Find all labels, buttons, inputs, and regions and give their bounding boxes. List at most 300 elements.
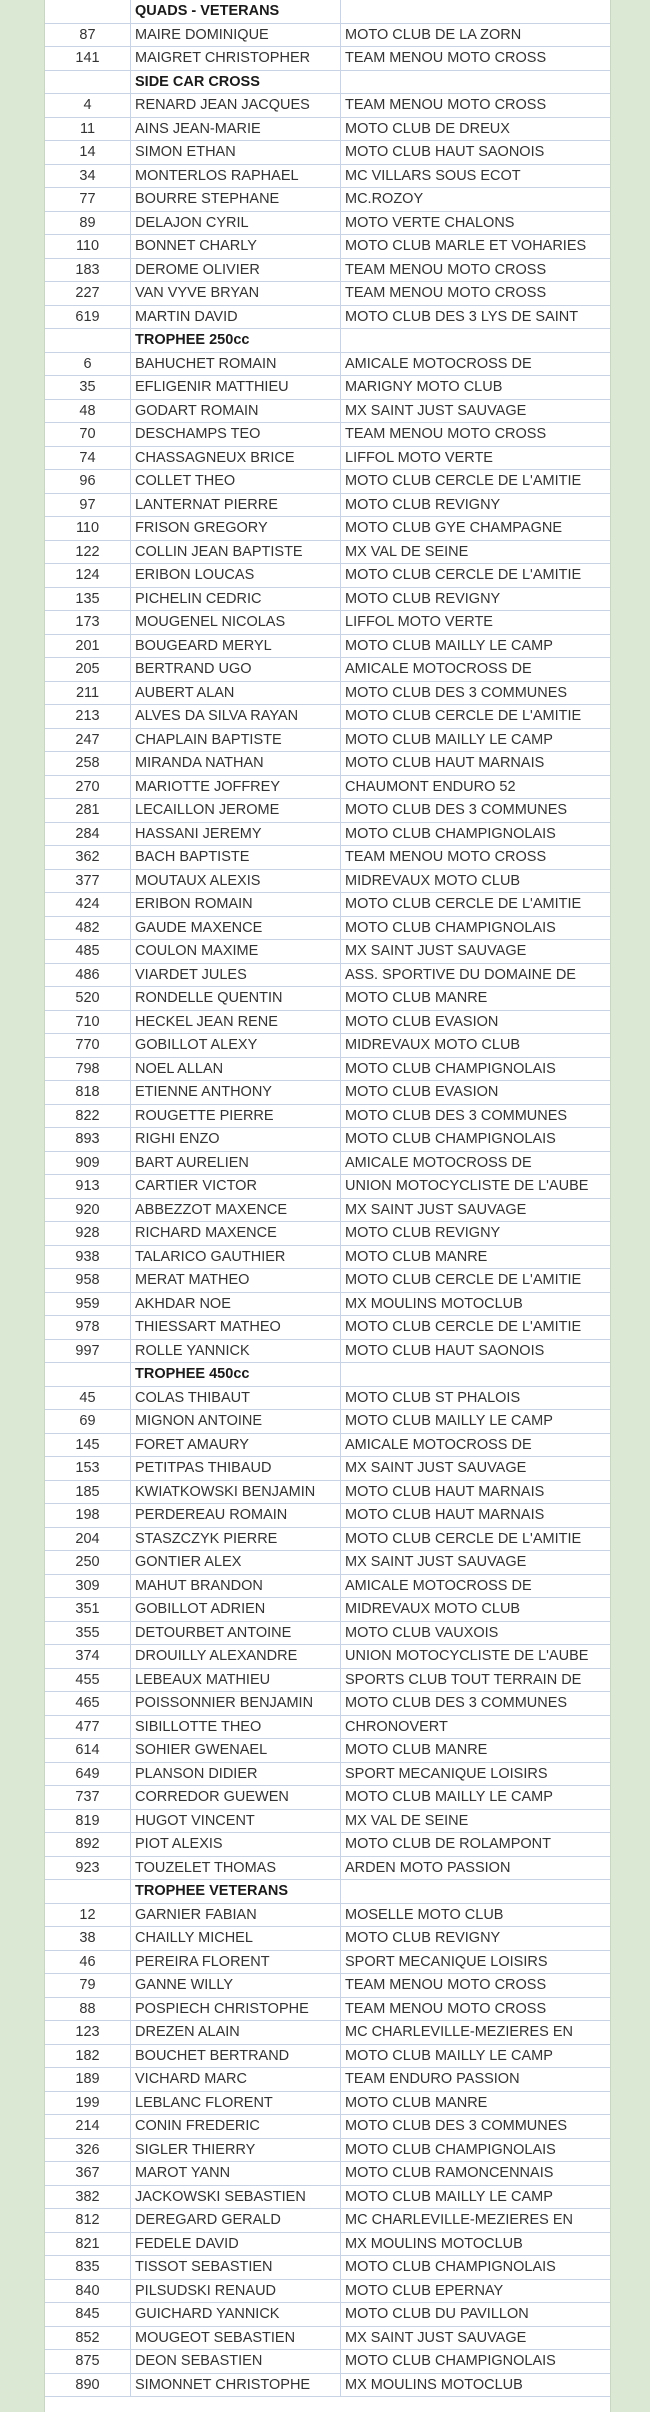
rider-number: 978 xyxy=(45,1316,131,1340)
rider-club: MOTO CLUB MAILLY LE CAMP xyxy=(341,1410,611,1434)
rider-name: RICHARD MAXENCE xyxy=(131,1222,341,1246)
rider-club: MX SAINT JUST SAUVAGE xyxy=(341,1551,611,1575)
rider-name: CARTIER VICTOR xyxy=(131,1175,341,1199)
table-row xyxy=(45,2256,610,2280)
table-row xyxy=(45,2185,610,2209)
rider-name: PLANSON DIDIER xyxy=(131,1762,341,1786)
rider-name: PEREIRA FLORENT xyxy=(131,1950,341,1974)
rider-club: TEAM MENOU MOTO CROSS xyxy=(341,423,611,447)
rider-name: LEBLANC FLORENT xyxy=(131,2091,341,2115)
rider-name: PERDEREAU ROMAIN xyxy=(131,1504,341,1528)
rider-number: 367 xyxy=(45,2162,131,2186)
rider-club: MIDREVAUX MOTO CLUB xyxy=(341,1034,611,1058)
rider-number: 204 xyxy=(45,1527,131,1551)
rider-name: ERIBON LOUCAS xyxy=(131,564,341,588)
section-club-cell xyxy=(341,329,611,353)
rider-club: LIFFOL MOTO VERTE xyxy=(341,611,611,635)
rider-number: 923 xyxy=(45,1856,131,1880)
rider-number: 892 xyxy=(45,1833,131,1857)
rider-club: MOTO CLUB DES 3 COMMUNES xyxy=(341,1104,611,1128)
rider-club: ARDEN MOTO PASSION xyxy=(341,1856,611,1880)
rider-number: 96 xyxy=(45,470,131,494)
table-row xyxy=(45,799,610,823)
rider-number: 309 xyxy=(45,1574,131,1598)
table-row xyxy=(45,352,610,376)
table-row xyxy=(45,141,610,165)
table-row xyxy=(45,1974,610,1998)
rider-name: NOEL ALLAN xyxy=(131,1057,341,1081)
section-number-cell xyxy=(45,70,131,94)
section-club-cell xyxy=(341,1880,611,1904)
rider-club: AMICALE MOTOCROSS DE xyxy=(341,1151,611,1175)
rider-name: EFLIGENIR MATTHIEU xyxy=(131,376,341,400)
table-row xyxy=(45,211,610,235)
rider-name: DEREGARD GERALD xyxy=(131,2209,341,2233)
rider-number: 79 xyxy=(45,1974,131,1998)
rider-club: ASS. SPORTIVE DU DOMAINE DE xyxy=(341,963,611,987)
table-row xyxy=(45,188,610,212)
rider-name: VAN VYVE BRYAN xyxy=(131,282,341,306)
table-row xyxy=(45,1551,610,1575)
table-row xyxy=(45,540,610,564)
rider-club: TEAM MENOU MOTO CROSS xyxy=(341,1997,611,2021)
rider-number: 153 xyxy=(45,1457,131,1481)
section-header-row xyxy=(45,1363,610,1387)
rider-number: 737 xyxy=(45,1786,131,1810)
table-row xyxy=(45,1480,610,1504)
rider-name: MIRANDA NATHAN xyxy=(131,752,341,776)
rider-name: HUGOT VINCENT xyxy=(131,1809,341,1833)
rider-club: MOTO CLUB MAILLY LE CAMP xyxy=(341,2044,611,2068)
section-header-row xyxy=(45,70,610,94)
rider-club: MOTO CLUB MAILLY LE CAMP xyxy=(341,2185,611,2209)
rider-club: MOTO CLUB MAILLY LE CAMP xyxy=(341,728,611,752)
rider-name: ETIENNE ANTHONY xyxy=(131,1081,341,1105)
table-row xyxy=(45,1433,610,1457)
rider-number: 183 xyxy=(45,258,131,282)
rider-number: 173 xyxy=(45,611,131,635)
section-title: QUADS - VETERANS xyxy=(131,0,341,23)
table-row xyxy=(45,587,610,611)
rider-number: 909 xyxy=(45,1151,131,1175)
rider-club: MOTO CLUB GYE CHAMPAGNE xyxy=(341,517,611,541)
table-row xyxy=(45,869,610,893)
rider-number: 928 xyxy=(45,1222,131,1246)
table-row xyxy=(45,399,610,423)
rider-number: 649 xyxy=(45,1762,131,1786)
rider-name: HASSANI JEREMY xyxy=(131,822,341,846)
table-row xyxy=(45,2021,610,2045)
rider-number: 710 xyxy=(45,1010,131,1034)
rider-club: MOTO CLUB CHAMPIGNOLAIS xyxy=(341,1128,611,1152)
rider-number: 281 xyxy=(45,799,131,823)
rider-number: 798 xyxy=(45,1057,131,1081)
rider-number: 382 xyxy=(45,2185,131,2209)
section-number-cell xyxy=(45,1363,131,1387)
rider-number: 45 xyxy=(45,1386,131,1410)
rider-club: MOTO CLUB EVASION xyxy=(341,1081,611,1105)
rider-number: 48 xyxy=(45,399,131,423)
rider-club: MOTO CLUB REVIGNY xyxy=(341,493,611,517)
rider-number: 199 xyxy=(45,2091,131,2115)
rider-number: 11 xyxy=(45,117,131,141)
rider-club: MOTO CLUB MANRE xyxy=(341,987,611,1011)
table-row xyxy=(45,1339,610,1363)
rider-club: MOTO CLUB MAILLY LE CAMP xyxy=(341,634,611,658)
rider-number: 997 xyxy=(45,1339,131,1363)
rider-number: 893 xyxy=(45,1128,131,1152)
section-title: TROPHEE 250cc xyxy=(131,329,341,353)
rider-club: MOTO CLUB ST PHALOIS xyxy=(341,1386,611,1410)
rider-number: 465 xyxy=(45,1692,131,1716)
rider-club: MIDREVAUX MOTO CLUB xyxy=(341,869,611,893)
table-row xyxy=(45,94,610,118)
rider-club: MOTO CLUB VAUXOIS xyxy=(341,1621,611,1645)
rider-name: SIBILLOTTE THEO xyxy=(131,1715,341,1739)
rider-club: MOTO CLUB HAUT MARNAIS xyxy=(341,1504,611,1528)
table-row xyxy=(45,164,610,188)
rider-number: 247 xyxy=(45,728,131,752)
rider-name: BOUCHET BERTRAND xyxy=(131,2044,341,2068)
rider-name: KWIATKOWSKI BENJAMIN xyxy=(131,1480,341,1504)
rider-club: CHAUMONT ENDURO 52 xyxy=(341,775,611,799)
rider-club: TEAM MENOU MOTO CROSS xyxy=(341,846,611,870)
rider-club: SPORT MECANIQUE LOISIRS xyxy=(341,1950,611,1974)
rider-number: 213 xyxy=(45,705,131,729)
rider-name: POSPIECH CHRISTOPHE xyxy=(131,1997,341,2021)
table-row xyxy=(45,1104,610,1128)
table-row xyxy=(45,1457,610,1481)
rider-number: 87 xyxy=(45,23,131,47)
rider-number: 74 xyxy=(45,446,131,470)
rider-name: MARIOTTE JOFFREY xyxy=(131,775,341,799)
rider-name: GOBILLOT ADRIEN xyxy=(131,1598,341,1622)
rider-name: GONTIER ALEX xyxy=(131,1551,341,1575)
table-row xyxy=(45,916,610,940)
table-row xyxy=(45,2115,610,2139)
rider-number: 6 xyxy=(45,352,131,376)
table-row xyxy=(45,2279,610,2303)
rider-club: MOTO CLUB CHAMPIGNOLAIS xyxy=(341,822,611,846)
rider-club: MOTO CLUB MANRE xyxy=(341,2091,611,2115)
rider-name: MONTERLOS RAPHAEL xyxy=(131,164,341,188)
rider-name: BACH BAPTISTE xyxy=(131,846,341,870)
rider-name: CORREDOR GUEWEN xyxy=(131,1786,341,1810)
rider-name: PETITPAS THIBAUD xyxy=(131,1457,341,1481)
table-row xyxy=(45,752,610,776)
rider-name: DELAJON CYRIL xyxy=(131,211,341,235)
rider-club: MX SAINT JUST SAUVAGE xyxy=(341,1457,611,1481)
table-row xyxy=(45,305,610,329)
table-row xyxy=(45,775,610,799)
table-row xyxy=(45,1739,610,1763)
table-row xyxy=(45,846,610,870)
rider-name: DETOURBET ANTOINE xyxy=(131,1621,341,1645)
rider-number: 485 xyxy=(45,940,131,964)
rider-number: 477 xyxy=(45,1715,131,1739)
table-row xyxy=(45,1198,610,1222)
table-row xyxy=(45,1645,610,1669)
rider-name: VICHARD MARC xyxy=(131,2068,341,2092)
rider-club: MC.ROZOY xyxy=(341,188,611,212)
rider-number: 69 xyxy=(45,1410,131,1434)
rider-name: MIGNON ANTOINE xyxy=(131,1410,341,1434)
rider-number: 46 xyxy=(45,1950,131,1974)
rider-number: 284 xyxy=(45,822,131,846)
rider-name: HECKEL JEAN RENE xyxy=(131,1010,341,1034)
rider-club: TEAM MENOU MOTO CROSS xyxy=(341,47,611,71)
rider-name: TISSOT SEBASTIEN xyxy=(131,2256,341,2280)
rider-name: CHAILLY MICHEL xyxy=(131,1927,341,1951)
table-row xyxy=(45,282,610,306)
rider-name: PILSUDSKI RENAUD xyxy=(131,2279,341,2303)
rider-name: DEON SEBASTIEN xyxy=(131,2350,341,2374)
rider-number: 38 xyxy=(45,1927,131,1951)
rider-number: 182 xyxy=(45,2044,131,2068)
rider-number: 362 xyxy=(45,846,131,870)
table-row xyxy=(45,1034,610,1058)
rider-name: GOBILLOT ALEXY xyxy=(131,1034,341,1058)
rider-number: 852 xyxy=(45,2326,131,2350)
table-row xyxy=(45,564,610,588)
rider-name: AKHDAR NOE xyxy=(131,1292,341,1316)
rider-number: 351 xyxy=(45,1598,131,1622)
rider-name: CHASSAGNEUX BRICE xyxy=(131,446,341,470)
rider-name: CHAPLAIN BAPTISTE xyxy=(131,728,341,752)
rider-club: AMICALE MOTOCROSS DE xyxy=(341,1574,611,1598)
rider-name: BERTRAND UGO xyxy=(131,658,341,682)
rider-name: BONNET CHARLY xyxy=(131,235,341,259)
rider-name: GUICHARD YANNICK xyxy=(131,2303,341,2327)
rider-name: DREZEN ALAIN xyxy=(131,2021,341,2045)
rider-name: TOUZELET THOMAS xyxy=(131,1856,341,1880)
rider-name: MOUGENEL NICOLAS xyxy=(131,611,341,635)
rider-name: MOUGEOT SEBASTIEN xyxy=(131,2326,341,2350)
entry-list-body xyxy=(45,0,610,2397)
table-row xyxy=(45,1504,610,1528)
rider-club: MOTO CLUB DE ROLAMPONT xyxy=(341,1833,611,1857)
table-row xyxy=(45,258,610,282)
rider-club: MOTO CLUB REVIGNY xyxy=(341,1927,611,1951)
rider-number: 374 xyxy=(45,1645,131,1669)
rider-number: 959 xyxy=(45,1292,131,1316)
rider-name: MOUTAUX ALEXIS xyxy=(131,869,341,893)
rider-club: TEAM MENOU MOTO CROSS xyxy=(341,1974,611,1998)
rider-club: CHRONOVERT xyxy=(341,1715,611,1739)
rider-number: 135 xyxy=(45,587,131,611)
table-row xyxy=(45,634,610,658)
rider-name: THIESSART MATHEO xyxy=(131,1316,341,1340)
rider-club: MOTO CLUB DES 3 COMMUNES xyxy=(341,2115,611,2139)
rider-name: PIOT ALEXIS xyxy=(131,1833,341,1857)
rider-name: FEDELE DAVID xyxy=(131,2232,341,2256)
table-row xyxy=(45,1598,610,1622)
table-row xyxy=(45,1621,610,1645)
section-number-cell xyxy=(45,329,131,353)
rider-club: TEAM MENOU MOTO CROSS xyxy=(341,94,611,118)
rider-club: MOTO CLUB MAILLY LE CAMP xyxy=(341,1786,611,1810)
rider-number: 97 xyxy=(45,493,131,517)
section-club-cell xyxy=(341,70,611,94)
rider-club: LIFFOL MOTO VERTE xyxy=(341,446,611,470)
table-row xyxy=(45,2044,610,2068)
rider-club: MOTO CLUB HAUT SAONOIS xyxy=(341,141,611,165)
table-row xyxy=(45,2209,610,2233)
table-row xyxy=(45,493,610,517)
rider-number: 424 xyxy=(45,893,131,917)
rider-club: MARIGNY MOTO CLUB xyxy=(341,376,611,400)
rider-name: LECAILLON JEROME xyxy=(131,799,341,823)
table-row xyxy=(45,681,610,705)
rider-club: MOTO CLUB EPERNAY xyxy=(341,2279,611,2303)
section-header-row xyxy=(45,329,610,353)
rider-club: SPORTS CLUB TOUT TERRAIN DE xyxy=(341,1668,611,1692)
rider-number: 920 xyxy=(45,1198,131,1222)
table-row xyxy=(45,446,610,470)
table-row xyxy=(45,2138,610,2162)
rider-club: MOTO CLUB RAMONCENNAIS xyxy=(341,2162,611,2186)
table-row xyxy=(45,1527,610,1551)
rider-number: 355 xyxy=(45,1621,131,1645)
table-row xyxy=(45,376,610,400)
table-row xyxy=(45,117,610,141)
rider-name: RIGHI ENZO xyxy=(131,1128,341,1152)
table-row xyxy=(45,1715,610,1739)
rider-name: BAHUCHET ROMAIN xyxy=(131,352,341,376)
rider-number: 822 xyxy=(45,1104,131,1128)
rider-club: TEAM MENOU MOTO CROSS xyxy=(341,258,611,282)
rider-club: MOTO CLUB DES 3 COMMUNES xyxy=(341,799,611,823)
section-club-cell xyxy=(341,1363,611,1387)
rider-name: BOUGEARD MERYL xyxy=(131,634,341,658)
rider-number: 938 xyxy=(45,1245,131,1269)
rider-club: AMICALE MOTOCROSS DE xyxy=(341,1433,611,1457)
rider-number: 770 xyxy=(45,1034,131,1058)
rider-name: FORET AMAURY xyxy=(131,1433,341,1457)
rider-name: SIGLER THIERRY xyxy=(131,2138,341,2162)
rider-number: 185 xyxy=(45,1480,131,1504)
table-row xyxy=(45,1809,610,1833)
rider-club: MC VILLARS SOUS ECOT xyxy=(341,164,611,188)
rider-number: 482 xyxy=(45,916,131,940)
rider-number: 958 xyxy=(45,1269,131,1293)
section-header-row xyxy=(45,1880,610,1904)
rider-club: UNION MOTOCYCLISTE DE L'AUBE xyxy=(341,1645,611,1669)
rider-name: POISSONNIER BENJAMIN xyxy=(131,1692,341,1716)
rider-number: 890 xyxy=(45,2373,131,2397)
rider-club: MOTO CLUB CHAMPIGNOLAIS xyxy=(341,916,611,940)
rider-club: MX SAINT JUST SAUVAGE xyxy=(341,2326,611,2350)
entry-list-table xyxy=(45,0,610,2397)
table-row xyxy=(45,2303,610,2327)
table-row xyxy=(45,2068,610,2092)
rider-club: MOTO CLUB DE DREUX xyxy=(341,117,611,141)
rider-club: MX MOULINS MOTOCLUB xyxy=(341,2373,611,2397)
table-row xyxy=(45,1010,610,1034)
rider-name: VIARDET JULES xyxy=(131,963,341,987)
rider-number: 35 xyxy=(45,376,131,400)
rider-name: PICHELIN CEDRIC xyxy=(131,587,341,611)
table-row xyxy=(45,1950,610,1974)
table-row xyxy=(45,1786,610,1810)
rider-club: MX MOULINS MOTOCLUB xyxy=(341,1292,611,1316)
rider-name: STASZCZYK PIERRE xyxy=(131,1527,341,1551)
table-row xyxy=(45,1057,610,1081)
rider-number: 124 xyxy=(45,564,131,588)
table-row xyxy=(45,1222,610,1246)
rider-club: MC CHARLEVILLE-MEZIERES EN xyxy=(341,2021,611,2045)
rider-club: MOTO CLUB CERCLE DE L'AMITIE xyxy=(341,1269,611,1293)
rider-club: TEAM MENOU MOTO CROSS xyxy=(341,282,611,306)
rider-number: 227 xyxy=(45,282,131,306)
rider-club: MOTO CLUB DES 3 COMMUNES xyxy=(341,681,611,705)
rider-name: DESCHAMPS TEO xyxy=(131,423,341,447)
rider-name: BART AURELIEN xyxy=(131,1151,341,1175)
table-row xyxy=(45,517,610,541)
rider-name: GARNIER FABIAN xyxy=(131,1903,341,1927)
rider-name: ROLLE YANNICK xyxy=(131,1339,341,1363)
section-header-row xyxy=(45,0,610,23)
rider-club: MOTO CLUB EVASION xyxy=(341,1010,611,1034)
rider-number: 89 xyxy=(45,211,131,235)
rider-number: 88 xyxy=(45,1997,131,2021)
rider-number: 141 xyxy=(45,47,131,71)
rider-club: MOTO CLUB CHAMPIGNOLAIS xyxy=(341,2138,611,2162)
rider-club: MOTO CLUB MANRE xyxy=(341,1245,611,1269)
rider-name: LEBEAUX MATHIEU xyxy=(131,1668,341,1692)
rider-number: 819 xyxy=(45,1809,131,1833)
rider-number: 123 xyxy=(45,2021,131,2045)
rider-number: 34 xyxy=(45,164,131,188)
rider-name: TALARICO GAUTHIER xyxy=(131,1245,341,1269)
section-title: TROPHEE VETERANS xyxy=(131,1880,341,1904)
rider-club: MOTO CLUB DES 3 COMMUNES xyxy=(341,1692,611,1716)
entry-list-sheet xyxy=(44,0,611,2412)
table-row xyxy=(45,2232,610,2256)
rider-club: MX VAL DE SEINE xyxy=(341,1809,611,1833)
rider-name: RONDELLE QUENTIN xyxy=(131,987,341,1011)
table-row xyxy=(45,1833,610,1857)
rider-name: GANNE WILLY xyxy=(131,1974,341,1998)
table-row xyxy=(45,1175,610,1199)
rider-club: AMICALE MOTOCROSS DE xyxy=(341,658,611,682)
table-row xyxy=(45,1081,610,1105)
table-row xyxy=(45,2091,610,2115)
rider-club: MOTO CLUB HAUT SAONOIS xyxy=(341,1339,611,1363)
table-row xyxy=(45,2326,610,2350)
rider-club: MOTO CLUB HAUT MARNAIS xyxy=(341,752,611,776)
rider-number: 14 xyxy=(45,141,131,165)
table-row xyxy=(45,47,610,71)
rider-number: 198 xyxy=(45,1504,131,1528)
table-row xyxy=(45,1762,610,1786)
table-row xyxy=(45,705,610,729)
rider-club: MOTO CLUB CERCLE DE L'AMITIE xyxy=(341,564,611,588)
table-row xyxy=(45,1410,610,1434)
rider-number: 205 xyxy=(45,658,131,682)
rider-club: AMICALE MOTOCROSS DE xyxy=(341,352,611,376)
rider-name: COULON MAXIME xyxy=(131,940,341,964)
rider-club: MOTO VERTE CHALONS xyxy=(341,211,611,235)
rider-number: 845 xyxy=(45,2303,131,2327)
section-number-cell xyxy=(45,0,131,23)
rider-name: ALVES DA SILVA RAYAN xyxy=(131,705,341,729)
rider-number: 818 xyxy=(45,1081,131,1105)
rider-name: MERAT MATHEO xyxy=(131,1269,341,1293)
rider-club: MOTO CLUB CERCLE DE L'AMITIE xyxy=(341,893,611,917)
rider-club: MOTO CLUB MANRE xyxy=(341,1739,611,1763)
rider-number: 377 xyxy=(45,869,131,893)
